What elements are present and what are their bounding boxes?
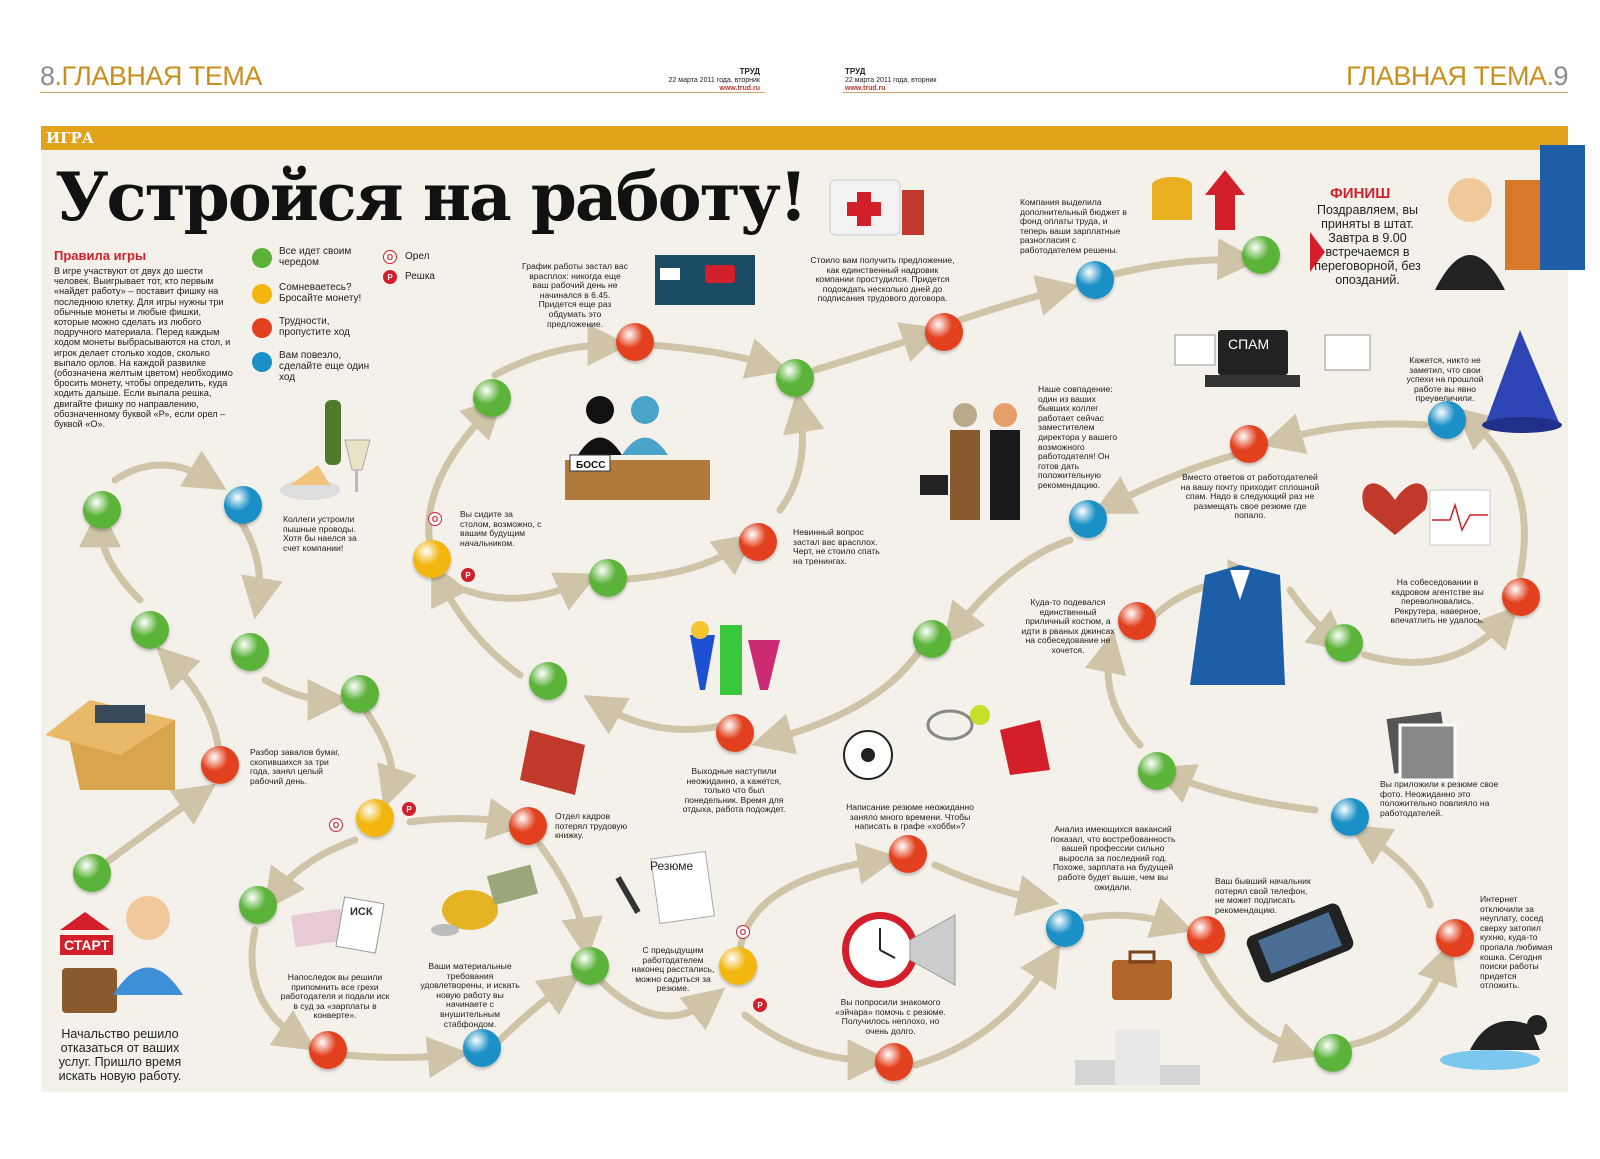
caption-hr-friend: Вы попросили знакомого «эйчара» помочь с резюме. Получилось неплохо, но очень долго.	[835, 997, 946, 1036]
caption-farewell: Коллеги устроили пышные проводы. Хотя бы наелся за счет компании!	[283, 514, 357, 553]
caption-bad-day: Интернет отключили за неуплату, сосед сверху затопил кухню, куда-то пропала любимая кошка. Сегодня поиски работы придется отложить.	[1480, 894, 1553, 991]
caption-budget: Компания выделила дополнительный бюджет в фонд оплаты труда, и теперь ваши зарплатные разногласия с работодателем решены.	[1020, 197, 1127, 255]
boss-label: БОСС	[576, 460, 606, 471]
lawsuit-icon	[291, 897, 384, 953]
caption-spam: Вместо ответов от работодателей на вашу почту приходит сплошной спам. Надо в следующий раз не размещать свое резюме где попало.	[1180, 472, 1320, 521]
tails-marker-icon: Р	[461, 568, 475, 582]
coin-legend-text: Орел	[405, 251, 430, 262]
caption-photo: Вы приложили к резюме свое фото. Неожиданно это положительно повлияло на работодателей.	[1380, 779, 1499, 818]
cocktails-icon	[690, 621, 780, 695]
caption-stabfund: Ваши материальные требования удовлетворены, и искать новую работу вы начинаете с внушительным стабфондом.	[420, 961, 520, 1029]
right-page-header: ГЛАВНАЯ ТЕМА.9	[1346, 61, 1568, 91]
resume-label: Резюме	[650, 859, 694, 873]
cat-icon	[1440, 1015, 1547, 1070]
start-label: СТАРТ	[60, 935, 113, 955]
spam-laptop-icon	[1175, 330, 1370, 387]
party-icon	[280, 400, 370, 500]
coins-growth-icon	[1152, 170, 1245, 230]
coin-tails-icon: Р	[383, 270, 397, 284]
left-page-number: 8	[40, 61, 55, 91]
right-page-number: 9	[1553, 61, 1568, 91]
caption-workbook: Отдел кадров потерял трудовую книжку.	[555, 811, 628, 841]
headline: Устройся на работу!	[55, 158, 806, 236]
rules-title: Правила игры	[54, 248, 147, 263]
office-desk-icon	[565, 396, 710, 500]
legend-text: Трудности, пропустите ход	[279, 316, 350, 338]
coin-legend-text: Решка	[405, 271, 435, 282]
lawsuit-label: ИСК	[350, 906, 373, 918]
workbook-icon	[520, 730, 585, 795]
caption-interview-desk: Вы сидите за столом, возможно, с вашим будущим начальником.	[460, 509, 542, 548]
resume-icon	[615, 851, 714, 923]
caption-exaggeration: Кажется, никто не заметил, что свои успехи на прошлой работе вы явно преувеличили.	[1406, 355, 1484, 404]
box-icon	[45, 700, 175, 790]
left-site-url[interactable]: www.trud.ru	[719, 85, 760, 92]
caption-vacancies: Анализ имеющихся вакансий показал, что востребованность вашей профессии сильно выросла за последний год. Похоже, зарплата на будущей работе будет выше, чем вы ожидали.	[1050, 824, 1176, 892]
rules-text: В игре участвуют от двух до шести человек. Выигрывает тот, кто первым «найдет работу» – поставит фишку на последнюю клетку. Для игры нужны три обычные монеты и любые фишки, которые можно сделать из любого подручного материала. Перед каждым ходом монеты выбрасываются на стол, и игрок делает столько ходов, сколько выпало орлов. На каждой развилке (обозначена желтым цветом) необходимо бросить монету, чтобы определить, куда ходить дальше. Если выпала решка, двигайте фишку по направлению, обозначенному буквой «Р», если орел – буквой «О».	[54, 266, 233, 430]
caption-paperwork: Разбор завалов бумаг, скопившихся за три года, занял целый рабочий день.	[250, 747, 340, 786]
money-icon	[431, 865, 538, 936]
spam-label: СПАМ	[1228, 336, 1270, 352]
rubric-label: ИГРА	[46, 129, 95, 147]
podium-icon	[1075, 952, 1200, 1085]
legend-text: Сомневаетесь? Бросайте монету!	[279, 282, 362, 304]
legend-text: Вам повезло, сделайте еще один ход	[279, 350, 370, 383]
right-site-url[interactable]: www.trud.ru	[845, 85, 886, 92]
left-page-header: 8.ГЛАВНАЯ ТЕМА	[40, 61, 262, 91]
coin-heads-icon: О	[383, 250, 397, 264]
finish-text: Поздравляем, вы приняты в штат. Завтра в 9.00 встречаемся в переговорной, без опозданий.	[1314, 203, 1421, 287]
caption-lost-phone: Ваш бывший начальник потерял свой телефон, не может подписать рекомендацию.	[1215, 876, 1311, 915]
heads-marker-icon: О	[736, 925, 750, 939]
legend-text: Все идет своим чередом	[279, 246, 352, 268]
right-issue-date: 22 марта 2011 года, вторник	[845, 77, 937, 84]
right-paper-name: ТРУД	[845, 67, 866, 76]
tails-marker-icon: Р	[402, 802, 416, 816]
first-aid-icon	[830, 180, 924, 235]
left-paper-name: ТРУД	[739, 67, 760, 76]
heads-marker-icon: О	[428, 512, 442, 526]
caption-former-colleague: Наше совпадение: один из ваших бывших коллег работает сейчас заместителем директора у вашего возможного работодателя! Он готов дать положительную рекомендацию.	[1038, 384, 1118, 490]
caption-hobby: Написание резюме неожиданно заняло много времени. Чтобы написать в графе «хобби»?	[846, 802, 974, 832]
heart-stethoscope-icon	[1362, 483, 1490, 545]
caption-hr-sick: Стоило вам получить предложение, как единственный надровик компании простудился. Придется подождать несколько дней до подписания трудового договора.	[810, 255, 955, 304]
caption-recruiter: На собеседовании в кадровом агентстве вы переволновались. Рекрутера, наверное, впечатлить не удалось.	[1390, 577, 1485, 626]
suit-icon	[1190, 565, 1285, 685]
caption-schedule: График работы застал вас врасплох: никогда еще ваш рабочий день не начинался в 6.45. Придется еще раз обдумать это предложение.	[522, 261, 628, 329]
caption-lawsuit: Напоследок вы решили припомнить все грехи работодателя и подали иск в суд за «зарплаты в конверте».	[280, 972, 390, 1021]
caption-weekend: Выходные наступили неожиданно, а кажется, только что был понедельник. Время для отдыха, работа подождет.	[682, 766, 786, 815]
bed-icon	[655, 255, 755, 305]
left-section-title: ГЛАВНАЯ ТЕМА	[61, 61, 262, 91]
photo-icon	[1387, 712, 1455, 780]
start-text: Начальство решило отказаться от ваших услуг. Пришло время искать новую работу.	[58, 1027, 182, 1083]
left-issue-date: 22 марта 2011 года, вторник	[668, 77, 760, 84]
tails-marker-icon: Р	[753, 998, 767, 1012]
heads-marker-icon: О	[329, 818, 343, 832]
clock-megaphone-icon	[842, 912, 955, 988]
caption-tricky-question: Невинный вопрос застал вас врасплох. Черт, не стоило спать на тренингах.	[793, 527, 880, 566]
caption-resume-start: С предыдущим работодателем наконец расстались, можно садиться за резюме.	[631, 945, 715, 994]
sports-icon	[844, 705, 1050, 779]
businessmen-icon	[920, 403, 1020, 520]
caption-suit: Куда-то подевался единственный приличный костюм, а идти в рваных джинсах на собеседование не хочется.	[1021, 597, 1115, 655]
right-section-title: ГЛАВНАЯ ТЕМА	[1346, 61, 1547, 91]
finish-label: ФИНИШ	[1330, 185, 1391, 202]
